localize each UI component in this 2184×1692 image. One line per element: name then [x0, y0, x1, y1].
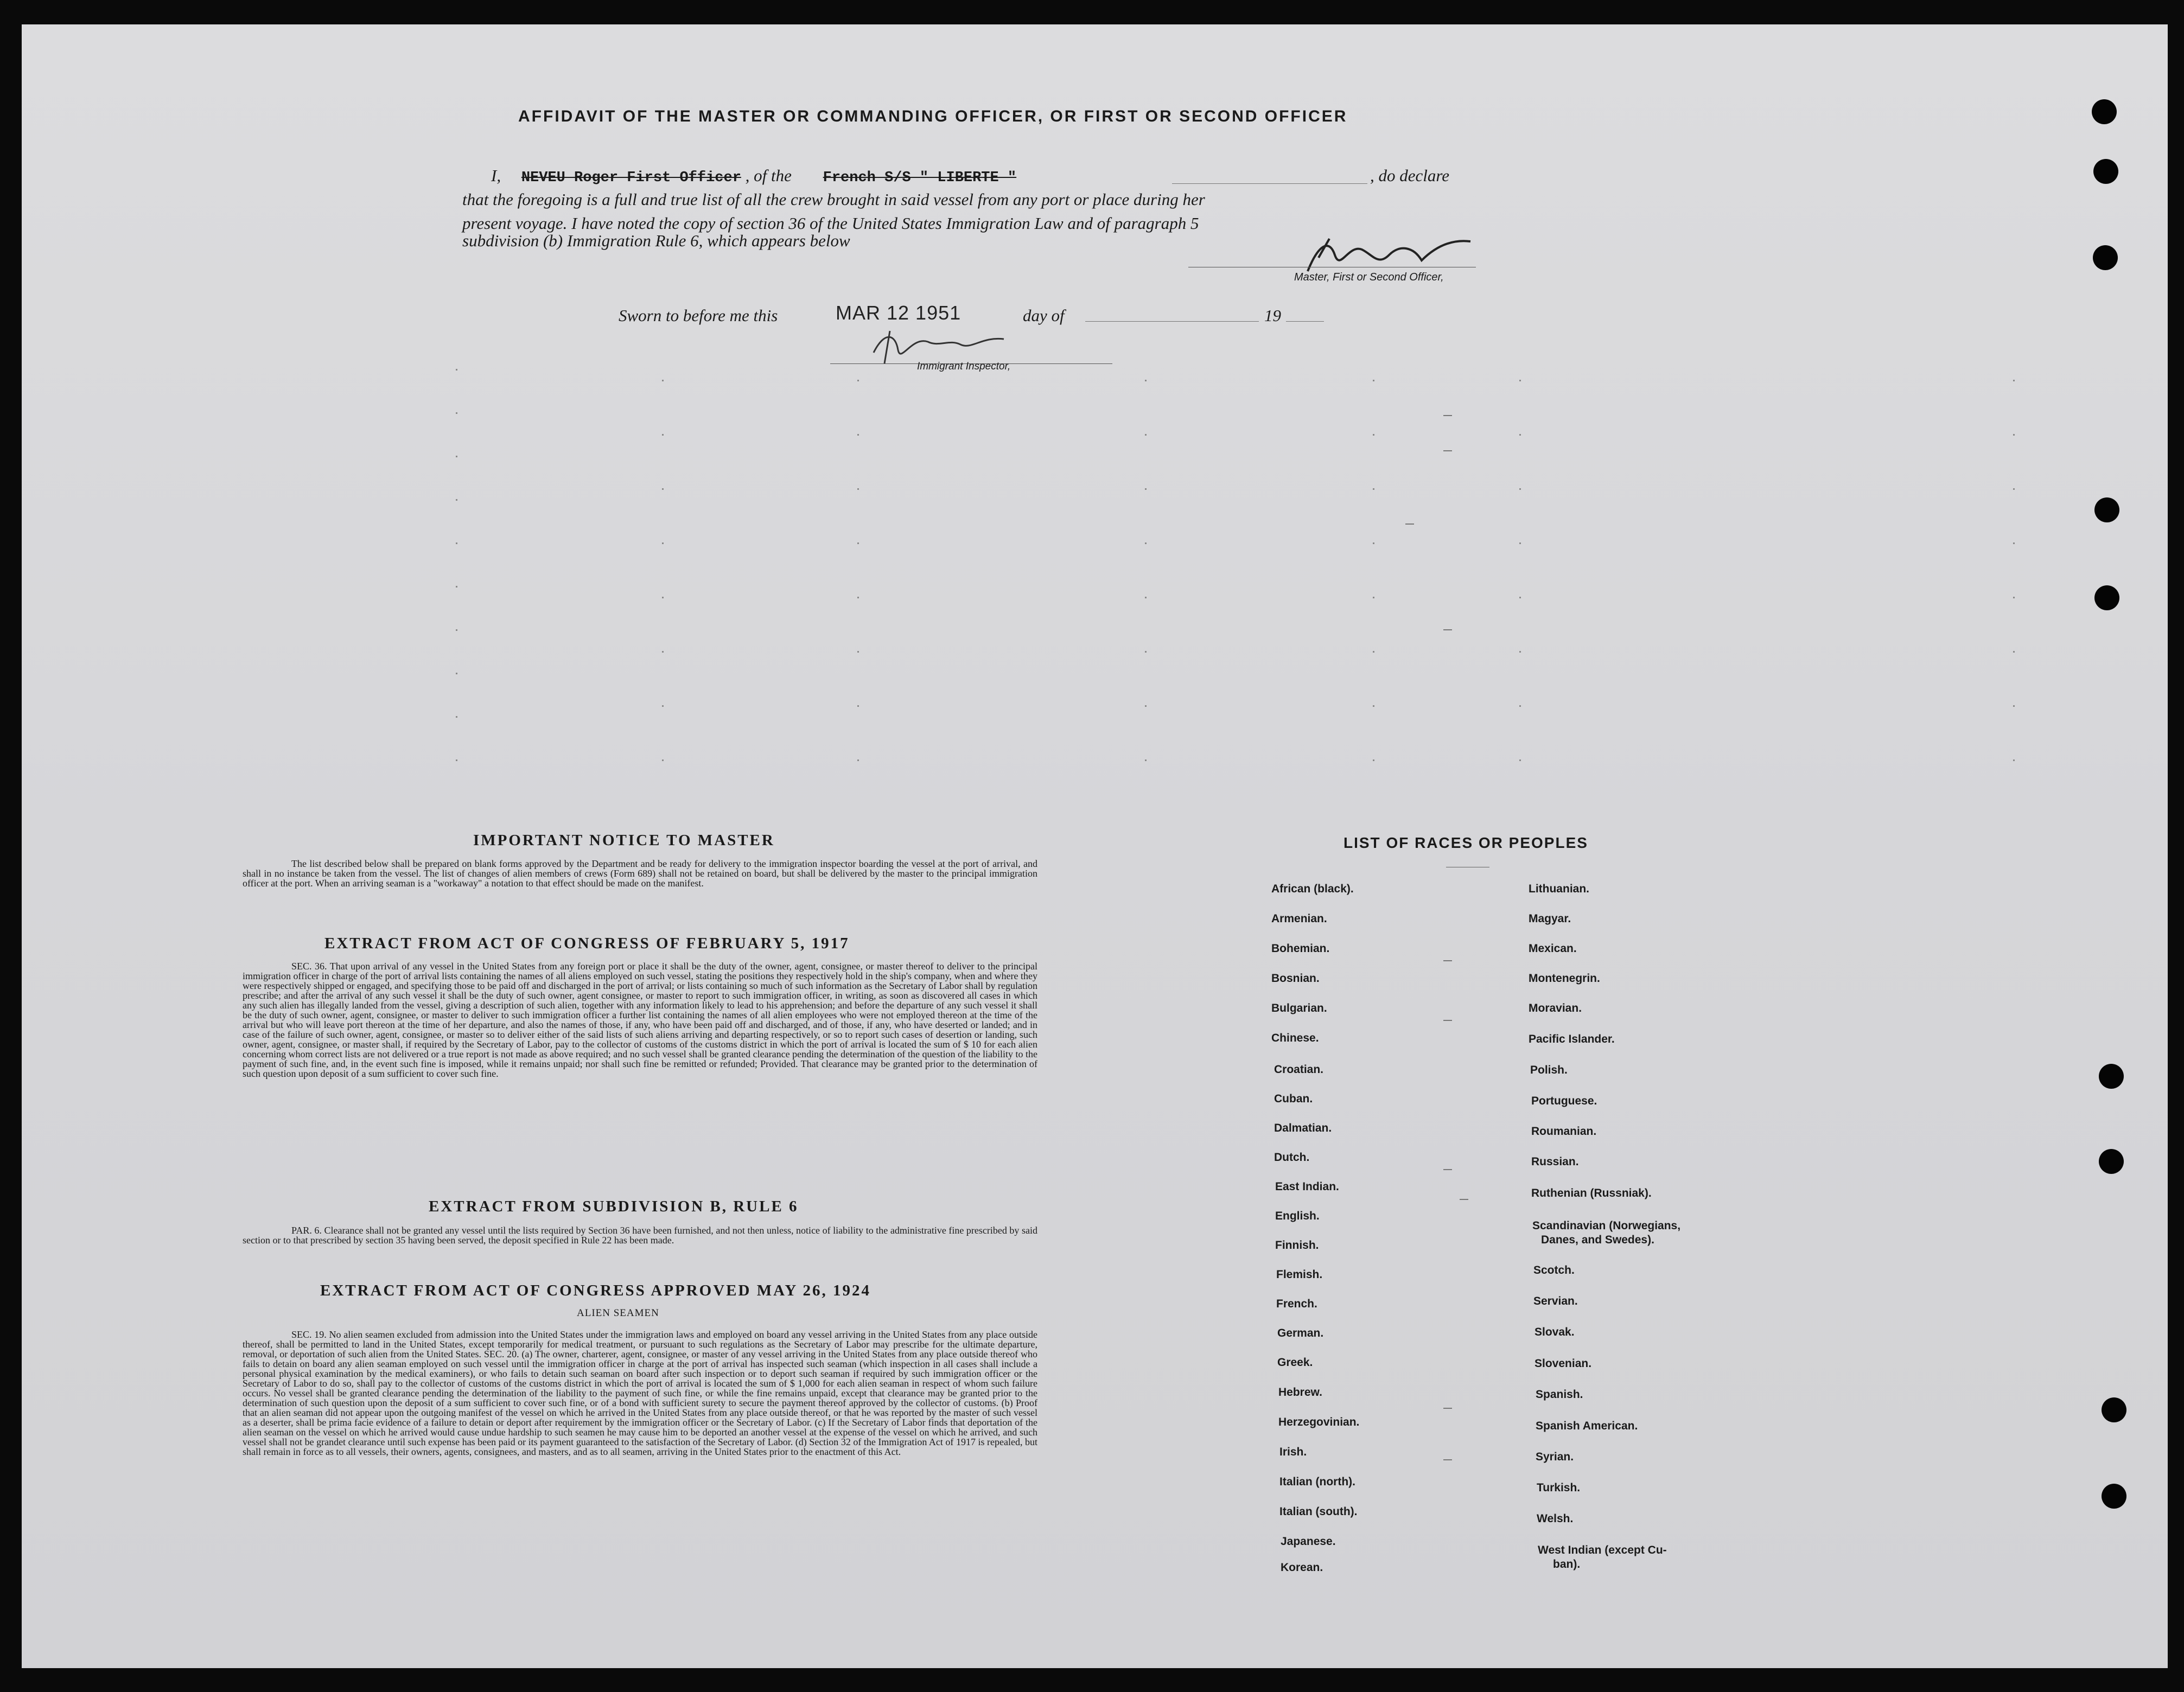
race-item: Bosnian.	[1271, 972, 1320, 985]
race-item: French.	[1276, 1298, 1317, 1310]
vessel-name: French S/S " LIBERTE "	[823, 170, 1017, 186]
race-item: Portuguese.	[1531, 1095, 1597, 1107]
race-item: Greek.	[1277, 1356, 1313, 1369]
race-item: Ruthenian (Russniak).	[1531, 1187, 1652, 1199]
of-the-label: , of the	[745, 166, 792, 185]
do-declare: , do declare	[1370, 166, 1450, 185]
race-item: Dutch.	[1274, 1151, 1310, 1164]
affidavit-line-4: subdivision (b) Immigration Rule 6, which appears below	[462, 231, 850, 250]
vessel-blank-line	[1172, 183, 1367, 184]
race-item: Roumanian.	[1531, 1125, 1597, 1138]
officer-name: NEVEU Roger First Officer	[521, 170, 741, 186]
year-prefix: 19	[1264, 306, 1281, 325]
alien-seamen-subheading: ALIEN SEAMEN	[577, 1307, 659, 1319]
race-item: Pacific Islander.	[1529, 1033, 1615, 1045]
affidavit-title: AFFIDAVIT OF THE MASTER OR COMMANDING OFFICER, OR FIRST OR SECOND OFFICER	[518, 107, 1348, 125]
race-item: Korean.	[1281, 1561, 1323, 1574]
race-item: Irish.	[1279, 1446, 1307, 1458]
race-item: Mexican.	[1529, 942, 1577, 955]
day-of-label: day of	[1023, 306, 1065, 325]
extract-1917-heading: EXTRACT FROM ACT OF CONGRESS OF FEBRUARY 5, 1917	[324, 935, 850, 952]
race-item: English.	[1275, 1210, 1320, 1222]
race-item: Russian.	[1531, 1155, 1579, 1168]
race-item: Dalmatian.	[1274, 1122, 1332, 1134]
race-item: African (black).	[1271, 883, 1354, 895]
race-item: Herzegovinian.	[1278, 1416, 1360, 1428]
race-item: Hebrew.	[1278, 1386, 1322, 1399]
date-stamp: MAR 12 1951	[836, 302, 962, 324]
extract-1917-text: SEC. 36. That upon arrival of any vessel in the United States from any foreign port or place it shall be the duty of the owner, agent, consignee, or master thereof to deliver to the principal immigration officer in charge of the port of arrival lists containing the names of all aliens employed on such vessel, stating the positions they respectively hold in the ship's company, when and where they were respectively shipped or engaged, and specifying those to be paid off and discharged in the port of arrival; or lists containing so much of such information as the Secretary of Labor shall by regulation prescribe; and after the arrival of any such vessel it shall be the duty of such owner, agent consignee, or master to report to such immigration officer, in writing, as soon as discovered all cases in which any such alien has illegally landed from the vessel, giving a description of such alien, together with any information likely to lead to his apprehension; and before the departure of any such vessel it shall be the duty of such owner, agent, consignee, or master to deliver to such immigration officer a further list containing the names of all alien employees who were not employed thereon at the time of the arrival but who will leave port thereon at the time of her departure, and also the names of those, if any, who have been paid off and discharged, and of those, if any, who have deserted or landed; and in case of the failure of such owner, agent, consignee, or master so to deliver either of the said lists of such aliens arriving and departing respectively, or so to report such cases of desertion or landing, such owner, agent, consignee, or master shall, if required by the Secretary of Labor, pay to the collector of customs of the customs district in which the port of arrival is located the sum of $ 10 for each alien concerning whom correct lists are not delivered or a true report is not made as above required; and no such vessel shall be granted clearance pending the determination of the question of the liability to the payment of such fine, and, in the event such fine is imposed, while it remains unpaid; nor shall such fine be remitted or refunded; Provided. That clearance may be granted prior to the determination of such question upon deposit of a sum sufficient to cover such fine.	[243, 961, 1038, 1079]
sworn-label: Sworn to before me this	[619, 306, 778, 325]
binder-hole	[2094, 585, 2119, 610]
race-item: Scotch.	[1533, 1264, 1575, 1276]
race-item: Scandinavian (Norwegians,	[1532, 1219, 1681, 1232]
binder-hole	[2092, 99, 2117, 124]
binder-hole	[2099, 1149, 2124, 1174]
race-item: Flemish.	[1276, 1268, 1323, 1281]
race-item: Italian (south).	[1279, 1505, 1358, 1518]
binder-hole	[2094, 497, 2119, 522]
master-signature-caption: Master, First or Second Officer,	[1294, 271, 1444, 283]
binder-hole	[2102, 1397, 2126, 1422]
race-item: Polish.	[1530, 1064, 1568, 1076]
race-item: Bulgarian.	[1271, 1002, 1327, 1014]
race-item: Cuban.	[1274, 1093, 1313, 1105]
affidavit-line-3: present voyage. I have noted the copy of section 36 of the United States Immigration Law and of paragraph 5	[462, 214, 1199, 233]
i-label: I,	[491, 166, 501, 185]
race-item: German.	[1277, 1327, 1324, 1339]
year-blank-line	[1286, 321, 1324, 322]
extract-rule6-heading: EXTRACT FROM SUBDIVISION B, RULE 6	[429, 1198, 799, 1215]
race-item: Chinese.	[1271, 1032, 1319, 1044]
affidavit-line-1	[491, 164, 1016, 190]
binder-hole	[2093, 245, 2118, 270]
extract-rule6-text: PAR. 6. Clearance shall not be granted any vessel until the lists required by Section 36 have been furnished, and not then unless, notice of liability to the administrative fine prescribed by said section or to that prescribed by section 35 having been served, the deposit specified in Rule 22 has been made.	[243, 1225, 1037, 1246]
race-item: Servian.	[1533, 1295, 1578, 1307]
notice-text: The list described below shall be prepared on blank forms approved by the Department and be ready for delivery to the immigration inspector boarding the vessel at the port of arrival, and shall in no instance be taken from the vessel. The list of changes of alien members of crews (Form 689) shall not be retained on board, but shall be delivered by the master to the principal immigration officer at the port. When an arriving seaman is a "workaway" a notation to that effect should be made on the manifest.	[243, 858, 1037, 889]
race-item: East Indian.	[1275, 1180, 1339, 1193]
extract-1924-heading: EXTRACT FROM ACT OF CONGRESS APPROVED MAY 26, 1924	[320, 1282, 871, 1299]
race-item: Spanish.	[1536, 1388, 1583, 1401]
binder-hole	[2102, 1484, 2126, 1509]
race-item: Danes, and Swedes).	[1541, 1234, 1654, 1246]
binder-hole	[2093, 159, 2118, 184]
binder-hole	[2099, 1064, 2124, 1089]
race-item: Syrian.	[1536, 1451, 1574, 1463]
race-item: Montenegrin.	[1529, 972, 1600, 985]
race-item: Magyar.	[1529, 912, 1571, 925]
race-item: West Indian (except Cu-	[1538, 1544, 1667, 1556]
notice-heading: IMPORTANT NOTICE TO MASTER	[473, 832, 775, 849]
races-heading: LIST OF RACES OR PEOPLES	[1343, 834, 1588, 851]
affidavit-line-2: that the foregoing is a full and true list of all the crew brought in said vessel from any port or place during her	[462, 190, 1205, 209]
race-item: Armenian.	[1271, 912, 1327, 925]
race-item: Bohemian.	[1271, 942, 1330, 955]
race-item: Italian (north).	[1279, 1476, 1355, 1488]
race-item: Slovak.	[1534, 1326, 1575, 1338]
race-item: Croatian.	[1274, 1063, 1324, 1076]
race-item: Moravian.	[1529, 1002, 1582, 1014]
race-item: Welsh.	[1537, 1512, 1574, 1525]
race-item: Turkish.	[1537, 1482, 1581, 1494]
race-item: Finnish.	[1275, 1239, 1319, 1252]
race-item: Japanese.	[1281, 1535, 1336, 1548]
race-item: Slovenian.	[1534, 1357, 1592, 1370]
inspector-caption: Immigrant Inspector,	[917, 361, 1011, 372]
extract-1924-text: SEC. 19. No alien seamen excluded from admission into the United States under the immigration laws and employed on board any vessel arriving in the United States from any place outside thereof, shall be permitted to land in the United States, except temporarily for medical treatment, or pursuant to such regulations as the Secretary of Labor may prescribe for the ultimate departure, removal, or deportation of such alien from the United States. SEC. 20. (a) The owner, charterer, agent, consignee, or master of any vessel arriving in the United States from any place outside thereof who fails to detain on board any alien seaman employed on such vessel until the immigration officer in charge at the port of arrival has inspected such seaman (which inspection in all cases shall include a personal physical examination by the medical examiners), or who fails to detain such seaman on board after such inspection or to deport such seaman if required by such immigration officer or the Secretary of Labor to do so, shall pay to the collector of customs of the customs district in which the port of arrival is located the sum of $ 1,000 for each alien seaman in respect of whom such failure occurs. No vessel shall be granted clearance pending the determination of the liability to the payment of such fine, or while the fine remains unpaid, except that clearance may be granted prior to the determination of such question upon the deposit of a sum sufficient to cover such fine, or of a bond with sufficient surety to secure the payment thereof approved by the collector of customs. (b) Proof that an alien seaman did not appear upon the outgoing manifest of the vessel on which he arrived in the United States from any place outside thereof, or that he was reported by the master of such vessel as a deserter, shall be prima facie evidence of a failure to detain or deport after requirement by the immigration officer or the Secretary of Labor. (c) If the Secretary of Labor finds that deportation of the alien seaman on the vessel on which he arrived would cause undue hardship to such seamen he may cause him to be deported an another vessel at the expense of the vessel on which he arrived, and such vessel shall not be grandet clearance until such expense has been paid or its payment guaranteed to the satisfaction of the Secretary of Labor. (d) Section 32 of the Immigration Act of 1917 is repealed, but shall remain in force as to all vessels, their owners, agents, consignees, and masters, and as to all seamen, arriving in the United States prior to the enactment of this Act.	[243, 1329, 1037, 1457]
day-blank-line	[1085, 321, 1259, 322]
race-item: ban).	[1553, 1558, 1581, 1570]
race-item: Lithuanian.	[1529, 883, 1589, 895]
race-item: Spanish American.	[1536, 1420, 1638, 1432]
